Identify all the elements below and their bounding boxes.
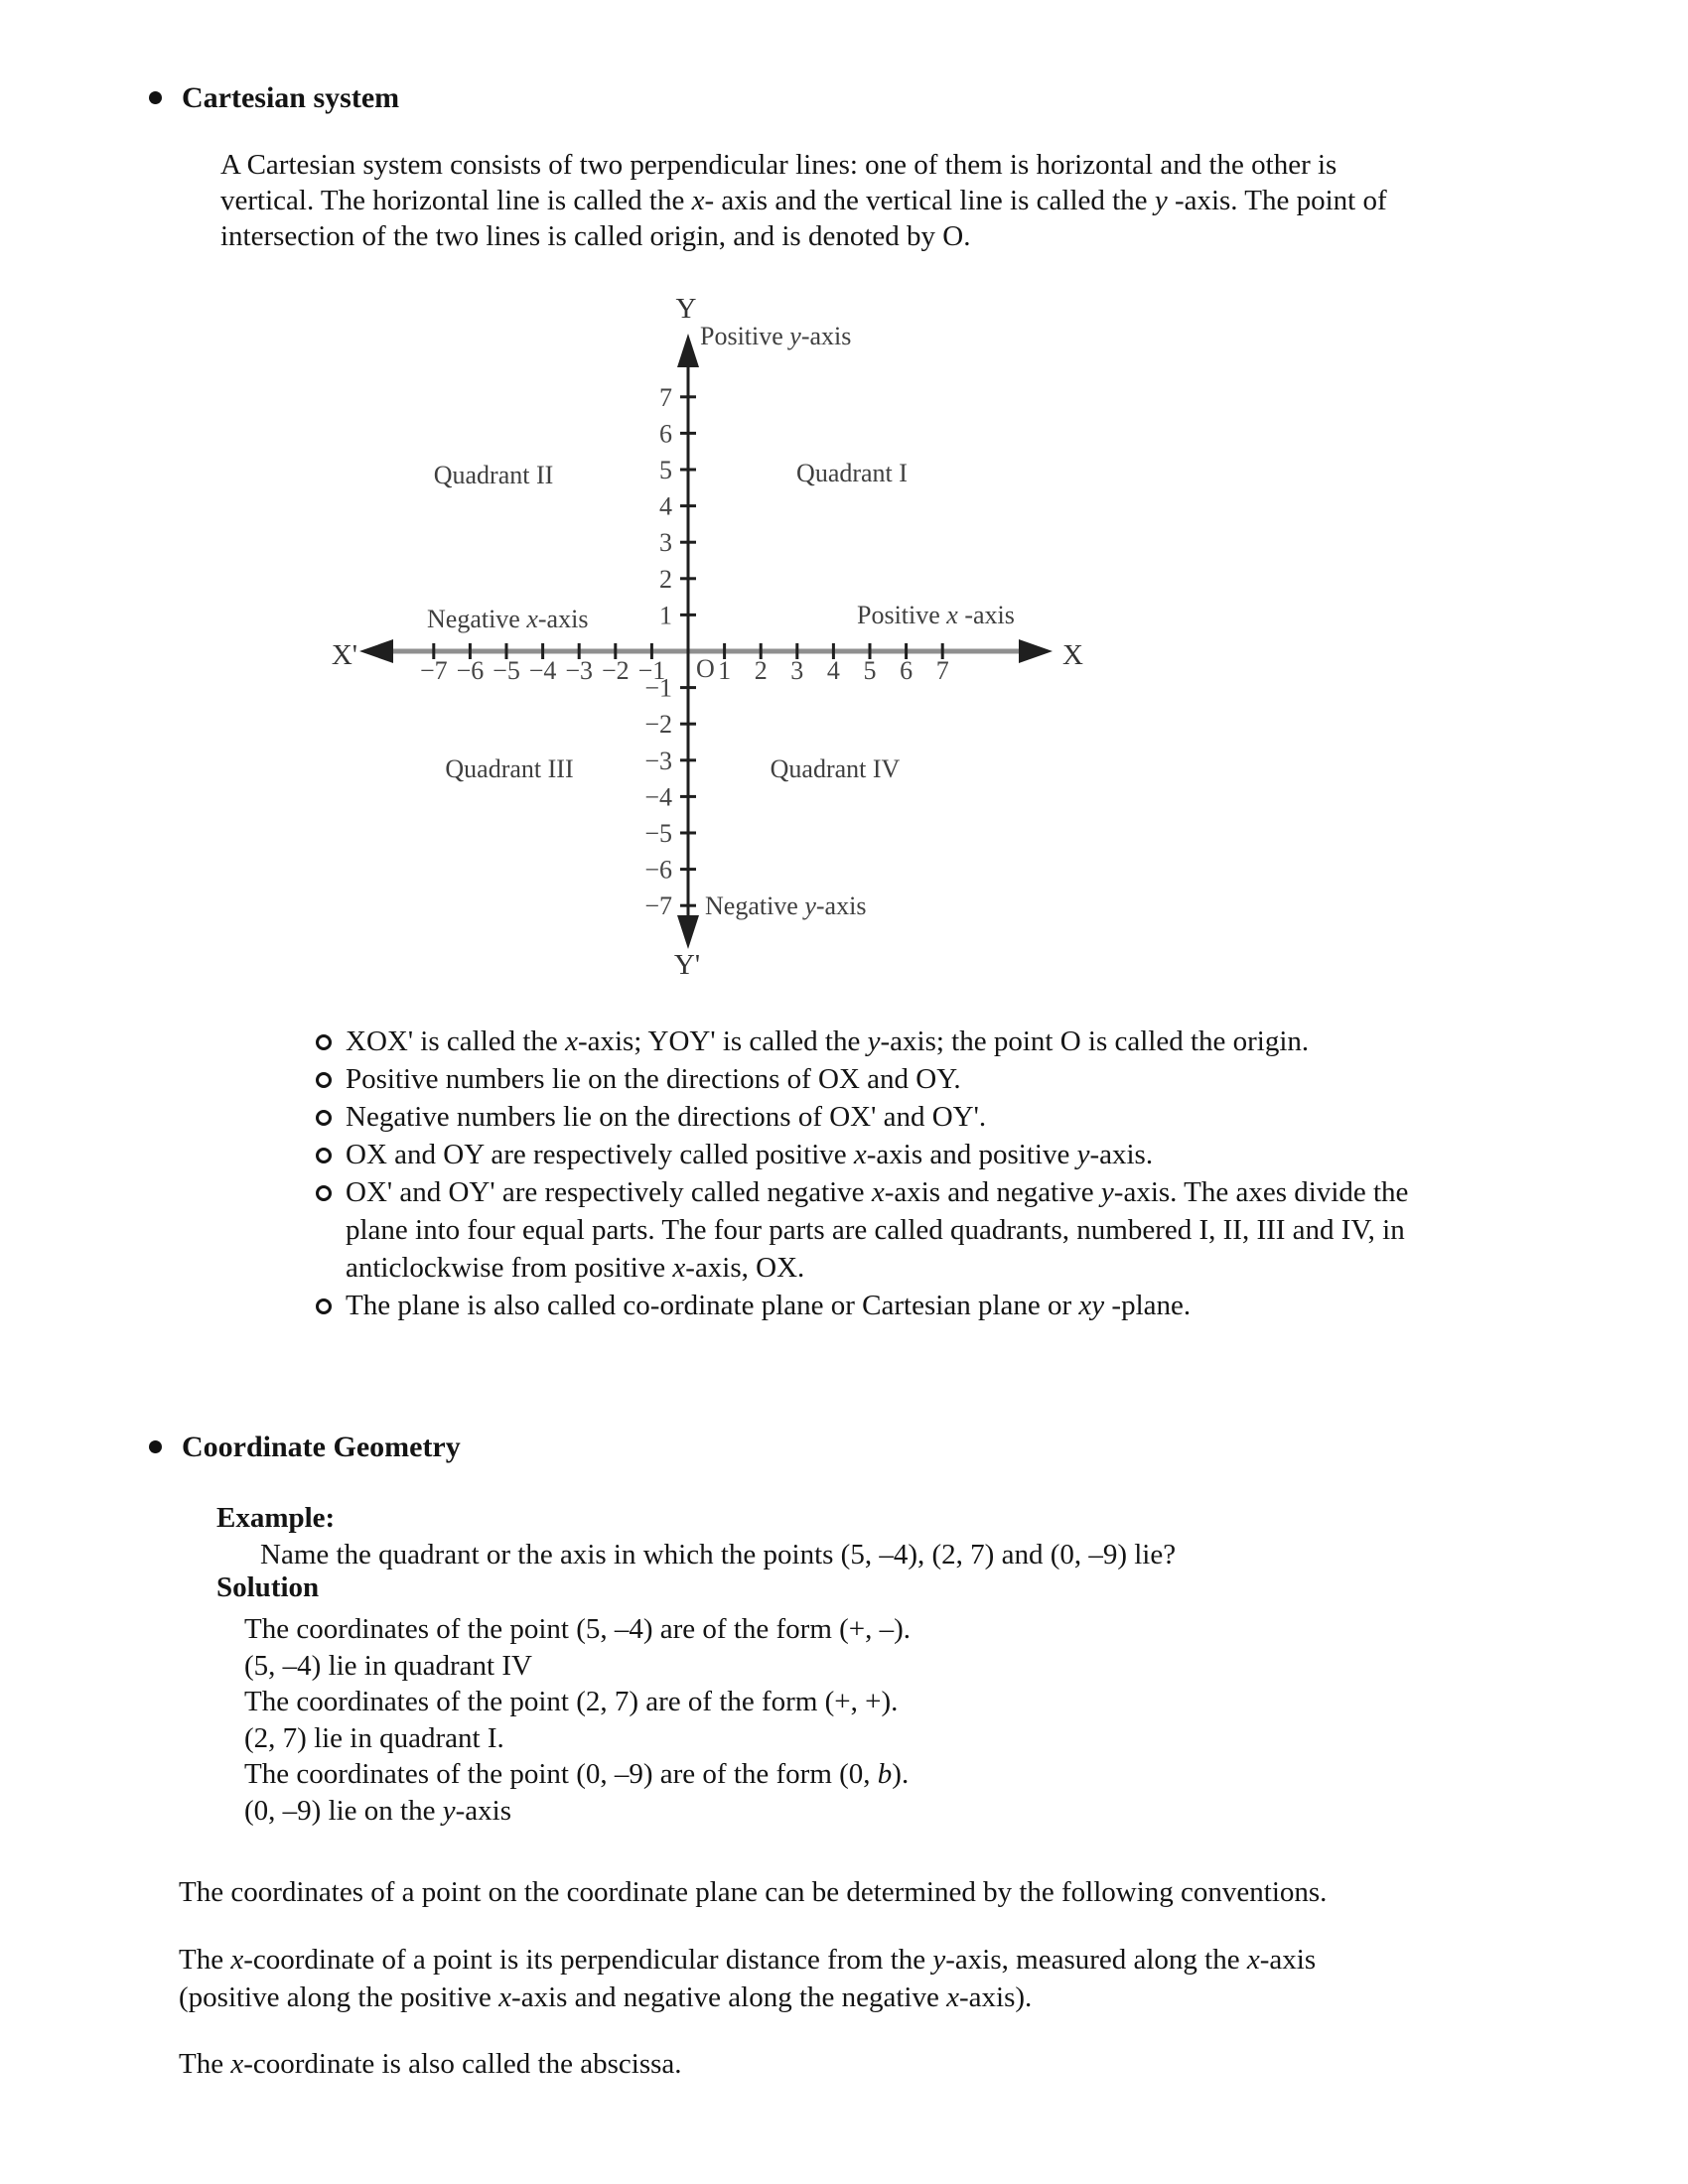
y-tick-label: 6 <box>659 419 672 449</box>
y-tick-label: 4 <box>659 491 672 521</box>
solution-block <box>244 1611 911 1830</box>
circle-bullet-icon <box>316 1110 332 1126</box>
x-tick-label: −4 <box>528 656 557 685</box>
x-tick-label: −1 <box>637 656 666 685</box>
paragraph-line: The x-coordinate of a point is its perpendicular distance from the y-axis, measured along the x-axis <box>179 1944 1317 1976</box>
y-tick-label: −4 <box>644 782 672 812</box>
y-tick-label: 5 <box>659 456 672 484</box>
solution-line: (5, –4) lie in quadrant IV <box>244 1649 532 1682</box>
x-tick-label: 7 <box>935 656 949 685</box>
x-tick-label: 6 <box>900 656 914 685</box>
list-item <box>316 1173 1408 1287</box>
x-tick-label: 5 <box>863 656 877 685</box>
quadrant-2-label: Quadrant II <box>433 461 554 489</box>
y-tick-label: −5 <box>644 819 672 848</box>
list-item-line: Positive numbers lie on the directions of OX and OY. <box>346 1063 961 1095</box>
quadrant-3-label: Quadrant III <box>445 754 574 783</box>
conventions-paragraph: The coordinates of a point on the coordinate plane can be determined by the following conventions. <box>179 1876 1328 1908</box>
bullet-icon <box>149 1440 162 1453</box>
y-prime-letter: Y' <box>673 949 701 981</box>
list-item-line: OX' and OY' are respectively called negative x-axis and negative y-axis. The axes divide the <box>346 1176 1409 1208</box>
y-axis-top-arrow-icon <box>677 334 699 367</box>
circle-bullet-icon <box>316 1034 332 1050</box>
paragraph-line: intersection of the two lines is called origin, and is denoted by O. <box>220 220 971 252</box>
list-item <box>316 1136 1408 1173</box>
section-title-cartesian-system: Cartesian system <box>182 81 400 114</box>
x-tick-label: 1 <box>718 656 732 685</box>
solution-line: (2, 7) lie in quadrant I. <box>244 1721 504 1754</box>
y-tick-label: 1 <box>659 601 672 630</box>
x-axis-left-arrow-icon <box>359 639 393 663</box>
solution-line: The coordinates of the point (5, –4) are of the form (+, –). <box>244 1613 912 1645</box>
cartesian-plane-diagram <box>328 288 1102 983</box>
y-tick-label: −6 <box>644 855 672 885</box>
circle-bullet-icon <box>316 1185 332 1201</box>
origin-label: O <box>696 654 715 683</box>
solution-line: The coordinates of the point (2, 7) are of the form (+, +). <box>244 1686 899 1718</box>
y-tick-label: −1 <box>644 673 672 703</box>
x-tick-label: 3 <box>790 656 804 685</box>
list-item <box>316 1287 1408 1324</box>
y-tick-label: −7 <box>644 891 672 921</box>
intro-paragraph <box>220 147 1387 254</box>
x-axis-letter: X <box>1062 639 1083 671</box>
paragraph-line: vertical. The horizontal line is called the x- axis and the vertical line is called the y -axis. The point of <box>220 185 1387 216</box>
negative-x-axis-caption: Negative x-axis <box>427 605 589 633</box>
y-tick-label: −2 <box>644 710 672 740</box>
x-tick-label: 2 <box>754 656 768 685</box>
solution-line: (0, –9) lie on the y-axis <box>244 1794 511 1827</box>
list-item-line: plane into four equal parts. The four parts are called quadrants, numbered I, II, III and IV, in <box>346 1214 1405 1246</box>
list-item <box>316 1023 1408 1060</box>
list-item-line: XOX' is called the x-axis; YOY' is called the y-axis; the point O is called the origin. <box>346 1025 1310 1057</box>
y-axis-bottom-arrow-icon <box>677 915 699 949</box>
x-coordinate-paragraph <box>179 1941 1316 2016</box>
paragraph-line: A Cartesian system consists of two perpendicular lines: one of them is horizontal and the other is <box>220 149 1337 181</box>
list-item-line: Negative numbers lie on the directions of OX' and OY'. <box>346 1101 987 1133</box>
x-tick-label: −2 <box>601 656 630 685</box>
bullet-icon <box>149 91 162 104</box>
x-tick-label: −7 <box>419 656 448 685</box>
list-item <box>316 1098 1408 1136</box>
abscissa-paragraph: The x-coordinate is also called the abscissa. <box>179 2048 682 2080</box>
properties-list <box>316 1023 1408 1324</box>
y-tick-label: 3 <box>659 528 672 558</box>
example-text: Name the quadrant or the axis in which the points (5, –4), (2, 7) and (0, –9) lie? <box>260 1539 1177 1570</box>
positive-x-axis-caption: Positive x -axis <box>857 601 1015 629</box>
circle-bullet-icon <box>316 1072 332 1088</box>
list-item-line: OX and OY are respectively called positive x-axis and positive y-axis. <box>346 1139 1154 1170</box>
negative-y-axis-caption: Negative y-axis <box>705 891 867 920</box>
list-item <box>316 1060 1408 1098</box>
x-axis-right-arrow-icon <box>1019 639 1053 663</box>
positive-y-axis-caption: Positive y-axis <box>700 322 852 350</box>
y-axis-letter: Y <box>675 293 697 325</box>
list-item-line: The plane is also called co-ordinate plane or Cartesian plane or xy -plane. <box>346 1290 1192 1321</box>
solution-label: Solution <box>216 1571 320 1603</box>
y-tick-label: −3 <box>644 746 672 775</box>
paragraph-line: (positive along the positive x-axis and negative along the negative x-axis). <box>179 1981 1033 2013</box>
x-prime-letter: X' <box>331 639 357 671</box>
quadrant-4-label: Quadrant IV <box>770 754 901 783</box>
example-label: Example: <box>216 1502 336 1534</box>
circle-bullet-icon <box>316 1298 332 1314</box>
solution-line: The coordinates of the point (0, –9) are of the form (0, b). <box>244 1758 910 1791</box>
list-item-line: anticlockwise from positive x-axis, OX. <box>346 1252 805 1284</box>
x-tick-label: 4 <box>826 656 840 685</box>
y-tick-label: 7 <box>659 382 672 412</box>
x-tick-label: −6 <box>456 656 485 685</box>
section-title-coordinate-geometry: Coordinate Geometry <box>182 1431 461 1463</box>
x-tick-label: −5 <box>492 656 520 685</box>
circle-bullet-icon <box>316 1148 332 1163</box>
y-tick-label: 2 <box>659 564 672 594</box>
x-tick-label: −3 <box>565 656 594 685</box>
quadrant-1-label: Quadrant I <box>796 459 908 487</box>
